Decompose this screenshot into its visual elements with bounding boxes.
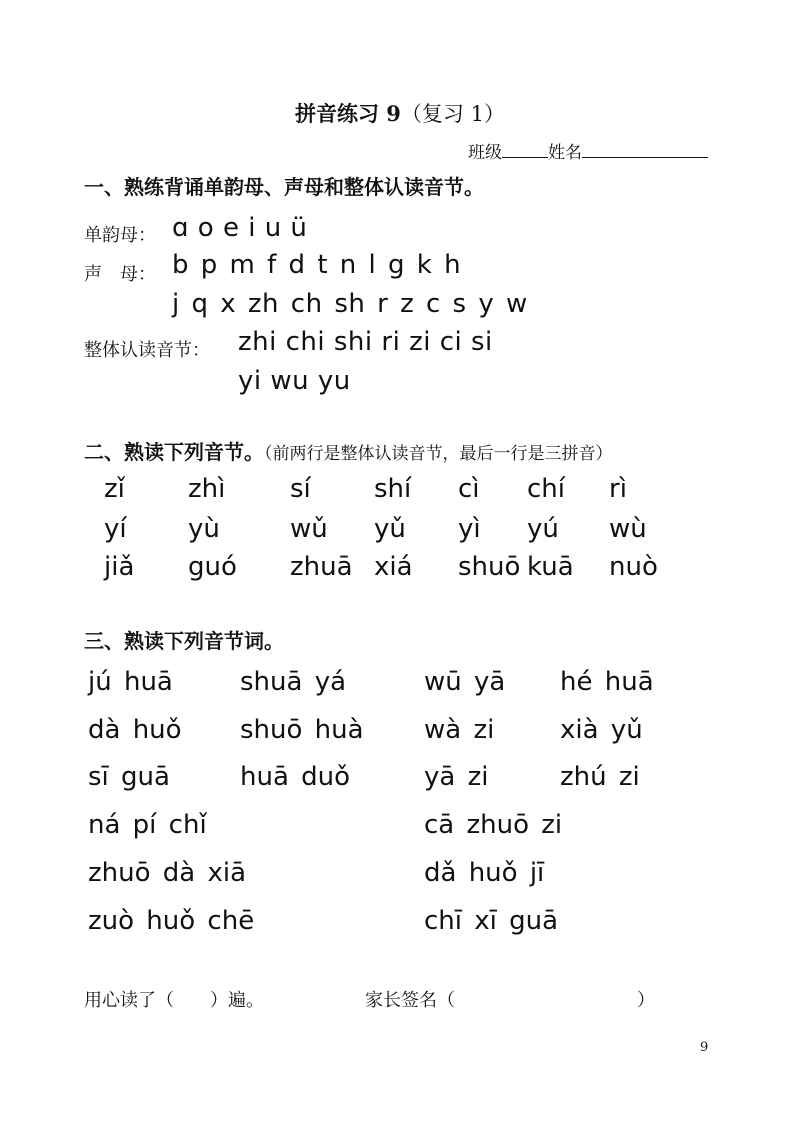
read-count-suffix: ）遍。 — [210, 990, 264, 1011]
syllables-row-1: zhi chi shi ri zi ci si — [238, 327, 493, 357]
name-label: 姓名 — [548, 143, 582, 163]
word-r4-c3: cā zhuō zi — [424, 810, 563, 840]
word-r4-c1: ná pí chǐ — [88, 810, 207, 840]
syllable-r2-c5: yì — [458, 514, 481, 544]
syllable-r1-c2: zhì — [188, 474, 226, 504]
syllable-r1-c4: shí — [374, 474, 412, 504]
initials-label: 声 母： — [84, 264, 156, 285]
syllable-r2-c6: yú — [527, 514, 559, 544]
initials-row-1: b p m f d t n l g k h — [172, 250, 462, 280]
syllable-r1-c3: sí — [290, 474, 311, 504]
syllable-r1-c6: chí — [527, 474, 565, 504]
syllable-r2-c7: wù — [609, 514, 647, 544]
word-r3-c1: sī guā — [88, 762, 170, 792]
word-r2-c3: wà zi — [424, 715, 495, 745]
class-label: 班级 — [468, 143, 502, 163]
word-r1-c2: shuā yá — [240, 667, 347, 697]
class-blank[interactable] — [502, 141, 548, 158]
syllable-r3-c1: jiǎ — [104, 552, 135, 582]
title-paren: （复习 1） — [400, 102, 505, 126]
parent-signature-suffix: ） — [637, 990, 655, 1011]
page-number: 9 — [700, 1040, 709, 1055]
vowels: ɑ o e i u ü — [172, 213, 308, 243]
word-r2-c1: dà huǒ — [88, 715, 182, 745]
read-count-line — [84, 986, 264, 1012]
title-main: 拼音练习 9 — [295, 101, 401, 126]
page-title — [0, 98, 800, 128]
syllable-r1-c1: zǐ — [104, 474, 125, 504]
section3-heading: 三、熟读下列音节词。 — [84, 629, 284, 653]
word-r2-c4: xià yǔ — [560, 715, 643, 745]
parent-signature-prefix: 家长签名（ — [365, 990, 455, 1011]
section2-heading — [84, 436, 613, 465]
section2-note: （前两行是整体认读音节，最后一行是三拼音） — [264, 444, 613, 464]
word-r5-c3: dǎ huǒ jī — [424, 858, 545, 888]
syllables-label: 整体认读音节： — [84, 340, 210, 361]
syllable-r3-c7: nuò — [609, 552, 658, 582]
initials-row-2: j q x zh ch sh r z c s y w — [172, 289, 528, 319]
syllables-row-2: yi wu yu — [238, 366, 351, 396]
word-r1-c4: hé huā — [560, 667, 654, 697]
syllable-r2-c3: wǔ — [290, 514, 328, 544]
word-r1-c1: jú huā — [88, 667, 173, 697]
word-r3-c2: huā duǒ — [240, 762, 351, 792]
section2-title: 二、熟读下列音节。 — [84, 440, 264, 464]
word-r5-c1: zhuō dà xiā — [88, 858, 247, 888]
word-r1-c3: wū yā — [424, 667, 506, 697]
syllable-r2-c2: yù — [188, 514, 220, 544]
syllable-r3-c5: shuō — [458, 552, 521, 582]
syllable-r2-c4: yǔ — [374, 514, 406, 544]
word-r3-c4: zhú zi — [560, 762, 640, 792]
vowels-label: 单韵母： — [84, 225, 156, 246]
syllable-r1-c7: rì — [609, 474, 627, 504]
syllable-r3-c3: zhuā — [290, 552, 353, 582]
syllable-r1-c5: cì — [458, 474, 480, 504]
syllable-r3-c4: xiá — [374, 552, 413, 582]
syllable-r3-c2: guó — [188, 552, 237, 582]
class-name-line — [468, 138, 708, 163]
word-r6-c1: zuò huǒ chē — [88, 906, 255, 936]
syllable-r3-c6: kuā — [527, 552, 574, 582]
read-count-prefix: 用心读了（ — [84, 990, 174, 1011]
section1-heading: 一、熟练背诵单韵母、声母和整体认读音节。 — [84, 175, 484, 199]
word-r2-c2: shuō huà — [240, 715, 364, 745]
parent-signature-line — [365, 986, 655, 1012]
word-r6-c3: chī xī guā — [424, 906, 559, 936]
word-r3-c3: yā zi — [424, 762, 489, 792]
syllable-r2-c1: yí — [104, 514, 127, 544]
name-blank[interactable] — [582, 141, 708, 158]
